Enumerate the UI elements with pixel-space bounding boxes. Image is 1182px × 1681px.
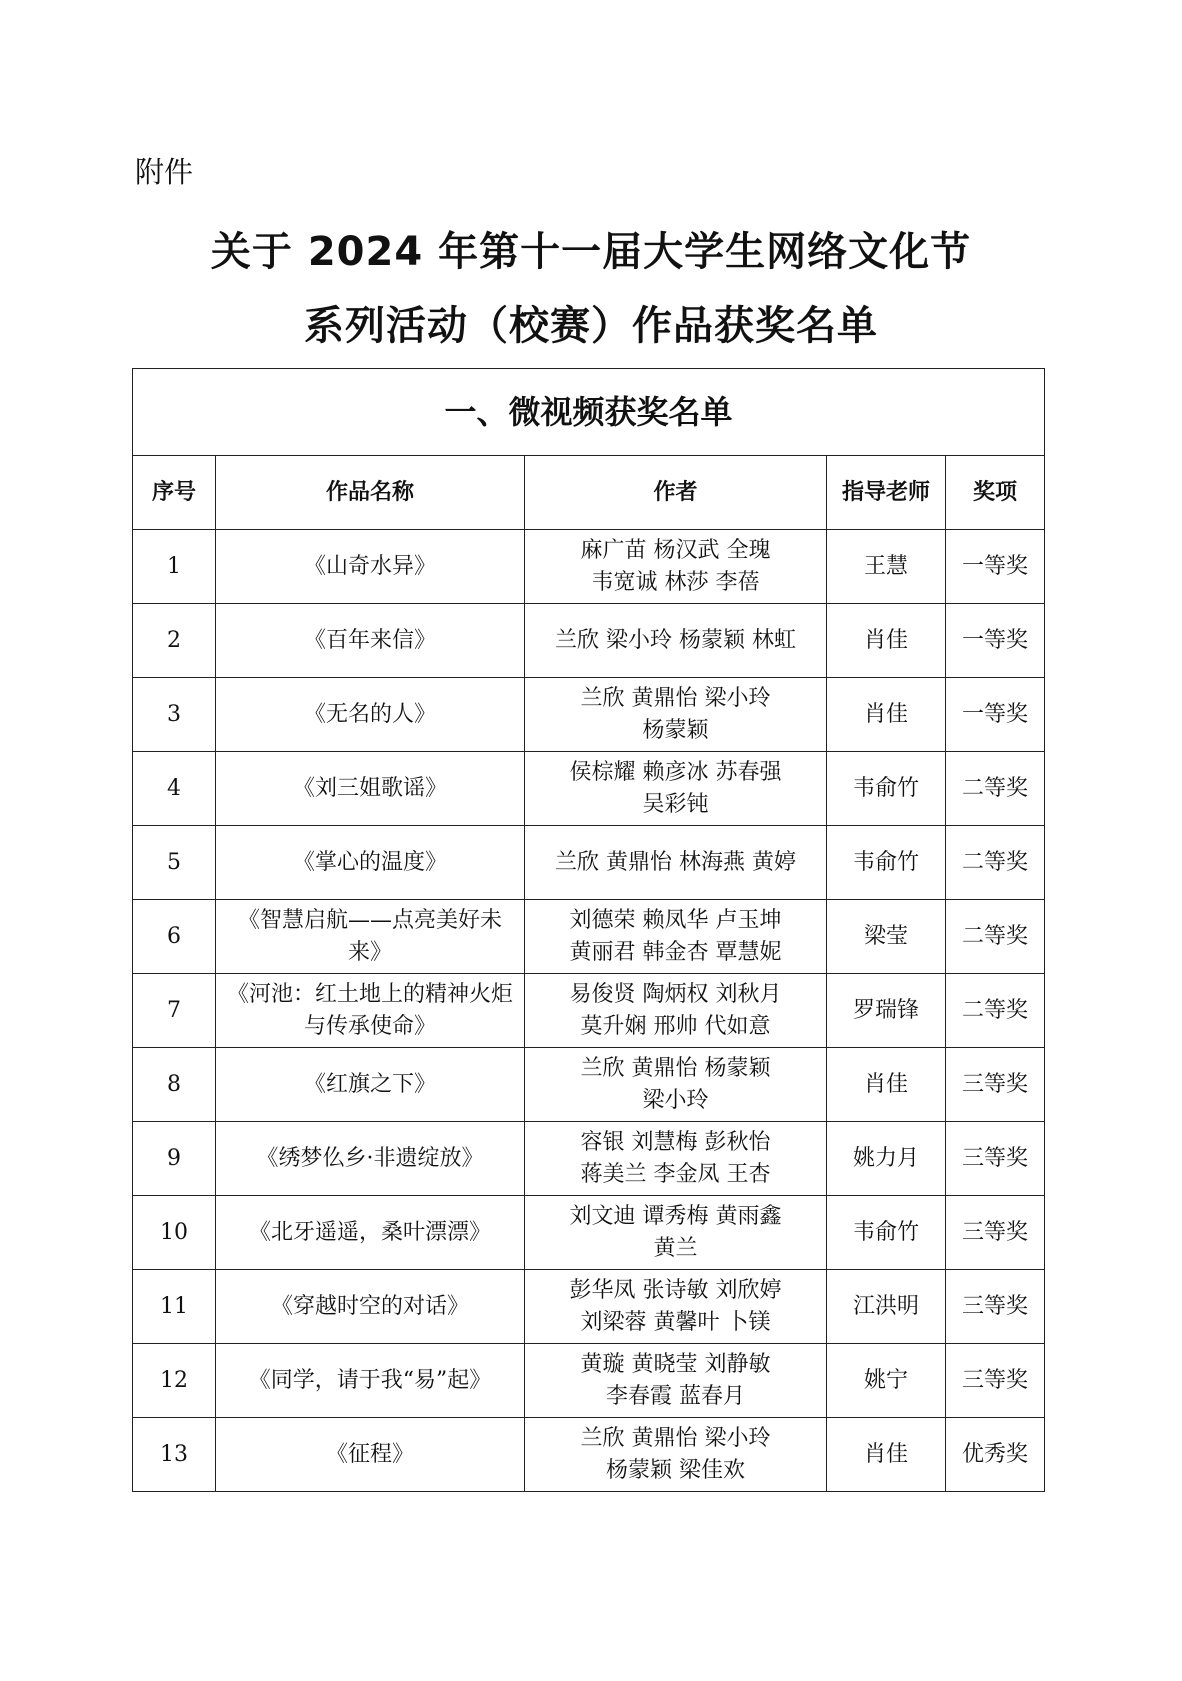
header-index: 序号 bbox=[133, 456, 216, 530]
table-row bbox=[133, 1196, 1045, 1270]
table-row bbox=[133, 974, 1045, 1048]
cell-advisor: 梁莹 bbox=[827, 900, 946, 974]
cell-advisor: 王慧 bbox=[827, 530, 946, 604]
author-line: 黄兰 bbox=[653, 1235, 698, 1261]
table-row bbox=[133, 1344, 1045, 1418]
cell-index: 8 bbox=[133, 1048, 216, 1122]
cell-work: 《山奇水异》 bbox=[216, 530, 525, 604]
cell-work: 《刘三姐歌谣》 bbox=[216, 752, 525, 826]
author-line: 杨蒙颖 梁佳欢 bbox=[606, 1457, 745, 1483]
author-line: 容银 刘慧梅 彭秋怡 bbox=[580, 1129, 771, 1155]
author-line: 黄璇 黄晓莹 刘静敏 bbox=[580, 1351, 771, 1377]
cell-authors bbox=[525, 974, 827, 1048]
table-row bbox=[133, 530, 1045, 604]
author-line: 黄丽君 韩金杏 覃慧妮 bbox=[569, 939, 782, 965]
table-row bbox=[133, 826, 1045, 900]
author-line: 彭华凤 张诗敏 刘欣婷 bbox=[569, 1277, 782, 1303]
cell-authors bbox=[525, 1418, 827, 1492]
cell-award: 三等奖 bbox=[946, 1048, 1045, 1122]
cell-advisor: 肖佳 bbox=[827, 604, 946, 678]
cell-authors bbox=[525, 1048, 827, 1122]
cell-index: 10 bbox=[133, 1196, 216, 1270]
cell-authors bbox=[525, 752, 827, 826]
author-line: 吴彩钝 bbox=[642, 791, 709, 817]
cell-work: 《红旗之下》 bbox=[216, 1048, 525, 1122]
author-line: 易俊贤 陶炳权 刘秋月 bbox=[569, 981, 782, 1007]
author-line: 李春霞 蓝春月 bbox=[606, 1383, 745, 1409]
attachment-label: 附件 bbox=[135, 155, 194, 189]
author-line: 麻广苗 杨汉武 全瑰 bbox=[580, 537, 771, 563]
cell-work: 《征程》 bbox=[216, 1418, 525, 1492]
cell-authors bbox=[525, 678, 827, 752]
cell-work: 《智慧启航——点亮美好未来》 bbox=[216, 900, 525, 974]
cell-advisor: 肖佳 bbox=[827, 1418, 946, 1492]
author-line: 兰欣 黄鼎怡 林海燕 黄婷 bbox=[555, 849, 796, 875]
table-row bbox=[133, 1418, 1045, 1492]
cell-advisor: 韦俞竹 bbox=[827, 1196, 946, 1270]
table-row bbox=[133, 752, 1045, 826]
table-row bbox=[133, 1270, 1045, 1344]
table-row bbox=[133, 1048, 1045, 1122]
author-line: 兰欣 梁小玲 杨蒙颖 林虹 bbox=[555, 627, 796, 653]
cell-award: 三等奖 bbox=[946, 1344, 1045, 1418]
document-title-line-2: 系列活动（校赛）作品获奖名单 bbox=[304, 303, 878, 349]
cell-index: 12 bbox=[133, 1344, 216, 1418]
cell-work: 《北牙遥遥，桑叶漂漂》 bbox=[216, 1196, 525, 1270]
author-line: 刘梁蓉 黄馨叶 卜镁 bbox=[580, 1309, 771, 1335]
cell-index: 4 bbox=[133, 752, 216, 826]
cell-index: 1 bbox=[133, 530, 216, 604]
cell-work: 《掌心的温度》 bbox=[216, 826, 525, 900]
table-row bbox=[133, 604, 1045, 678]
cell-award: 二等奖 bbox=[946, 752, 1045, 826]
cell-index: 11 bbox=[133, 1270, 216, 1344]
cell-index: 5 bbox=[133, 826, 216, 900]
author-line: 兰欣 黄鼎怡 梁小玲 bbox=[580, 685, 771, 711]
cell-award: 二等奖 bbox=[946, 826, 1045, 900]
author-line: 蒋美兰 李金凤 王杏 bbox=[580, 1161, 771, 1187]
header-work: 作品名称 bbox=[216, 456, 525, 530]
cell-award: 二等奖 bbox=[946, 900, 1045, 974]
author-line: 兰欣 黄鼎怡 杨蒙颖 bbox=[580, 1055, 771, 1081]
cell-authors bbox=[525, 1270, 827, 1344]
cell-authors bbox=[525, 1196, 827, 1270]
author-line: 梁小玲 bbox=[642, 1087, 709, 1113]
cell-advisor: 姚力月 bbox=[827, 1122, 946, 1196]
header-advisor: 指导老师 bbox=[827, 456, 946, 530]
author-line: 刘德荣 赖凤华 卢玉坤 bbox=[569, 907, 782, 933]
cell-index: 7 bbox=[133, 974, 216, 1048]
table-row bbox=[133, 900, 1045, 974]
cell-index: 13 bbox=[133, 1418, 216, 1492]
cell-index: 2 bbox=[133, 604, 216, 678]
table-row bbox=[133, 1122, 1045, 1196]
author-line: 侯棕耀 赖彦冰 苏春强 bbox=[569, 759, 782, 785]
author-line: 刘文迪 谭秀梅 黄雨鑫 bbox=[569, 1203, 782, 1229]
cell-award: 一等奖 bbox=[946, 530, 1045, 604]
cell-advisor: 肖佳 bbox=[827, 1048, 946, 1122]
cell-advisor: 韦俞竹 bbox=[827, 826, 946, 900]
cell-award: 一等奖 bbox=[946, 604, 1045, 678]
cell-award: 三等奖 bbox=[946, 1196, 1045, 1270]
cell-advisor: 姚宁 bbox=[827, 1344, 946, 1418]
cell-award: 三等奖 bbox=[946, 1122, 1045, 1196]
section-title-row bbox=[133, 369, 1045, 456]
section-title: 一、微视频获奖名单 bbox=[133, 369, 1045, 456]
cell-authors bbox=[525, 1122, 827, 1196]
header-authors: 作者 bbox=[525, 456, 827, 530]
cell-authors bbox=[525, 1344, 827, 1418]
cell-index: 6 bbox=[133, 900, 216, 974]
cell-index: 9 bbox=[133, 1122, 216, 1196]
author-line: 杨蒙颖 bbox=[642, 717, 709, 743]
cell-work: 《绣梦仫乡·非遗绽放》 bbox=[216, 1122, 525, 1196]
cell-award: 三等奖 bbox=[946, 1270, 1045, 1344]
cell-work: 《无名的人》 bbox=[216, 678, 525, 752]
table-header-row bbox=[133, 456, 1045, 530]
cell-advisor: 江洪明 bbox=[827, 1270, 946, 1344]
cell-work: 《百年来信》 bbox=[216, 604, 525, 678]
cell-award: 优秀奖 bbox=[946, 1418, 1045, 1492]
cell-work: 《同学，请于我“易”起》 bbox=[216, 1344, 525, 1418]
table-body bbox=[133, 530, 1045, 1492]
cell-advisor: 罗瑞锋 bbox=[827, 974, 946, 1048]
cell-advisor: 韦俞竹 bbox=[827, 752, 946, 826]
cell-award: 二等奖 bbox=[946, 974, 1045, 1048]
cell-index: 3 bbox=[133, 678, 216, 752]
cell-authors bbox=[525, 530, 827, 604]
cell-authors bbox=[525, 826, 827, 900]
header-award: 奖项 bbox=[946, 456, 1045, 530]
document-title-line-1: 关于 2024 年第十一届大学生网络文化节 bbox=[210, 229, 972, 275]
awards-table bbox=[132, 368, 1045, 1492]
author-line: 兰欣 黄鼎怡 梁小玲 bbox=[580, 1425, 771, 1451]
author-line: 莫升娴 邢帅 代如意 bbox=[580, 1013, 771, 1039]
cell-authors bbox=[525, 900, 827, 974]
cell-work: 《河池：红土地上的精神火炬与传承使命》 bbox=[216, 974, 525, 1048]
cell-authors bbox=[525, 604, 827, 678]
cell-work: 《穿越时空的对话》 bbox=[216, 1270, 525, 1344]
author-line: 韦宽诚 林莎 李蓓 bbox=[591, 569, 760, 595]
table-row bbox=[133, 678, 1045, 752]
cell-award: 一等奖 bbox=[946, 678, 1045, 752]
cell-advisor: 肖佳 bbox=[827, 678, 946, 752]
